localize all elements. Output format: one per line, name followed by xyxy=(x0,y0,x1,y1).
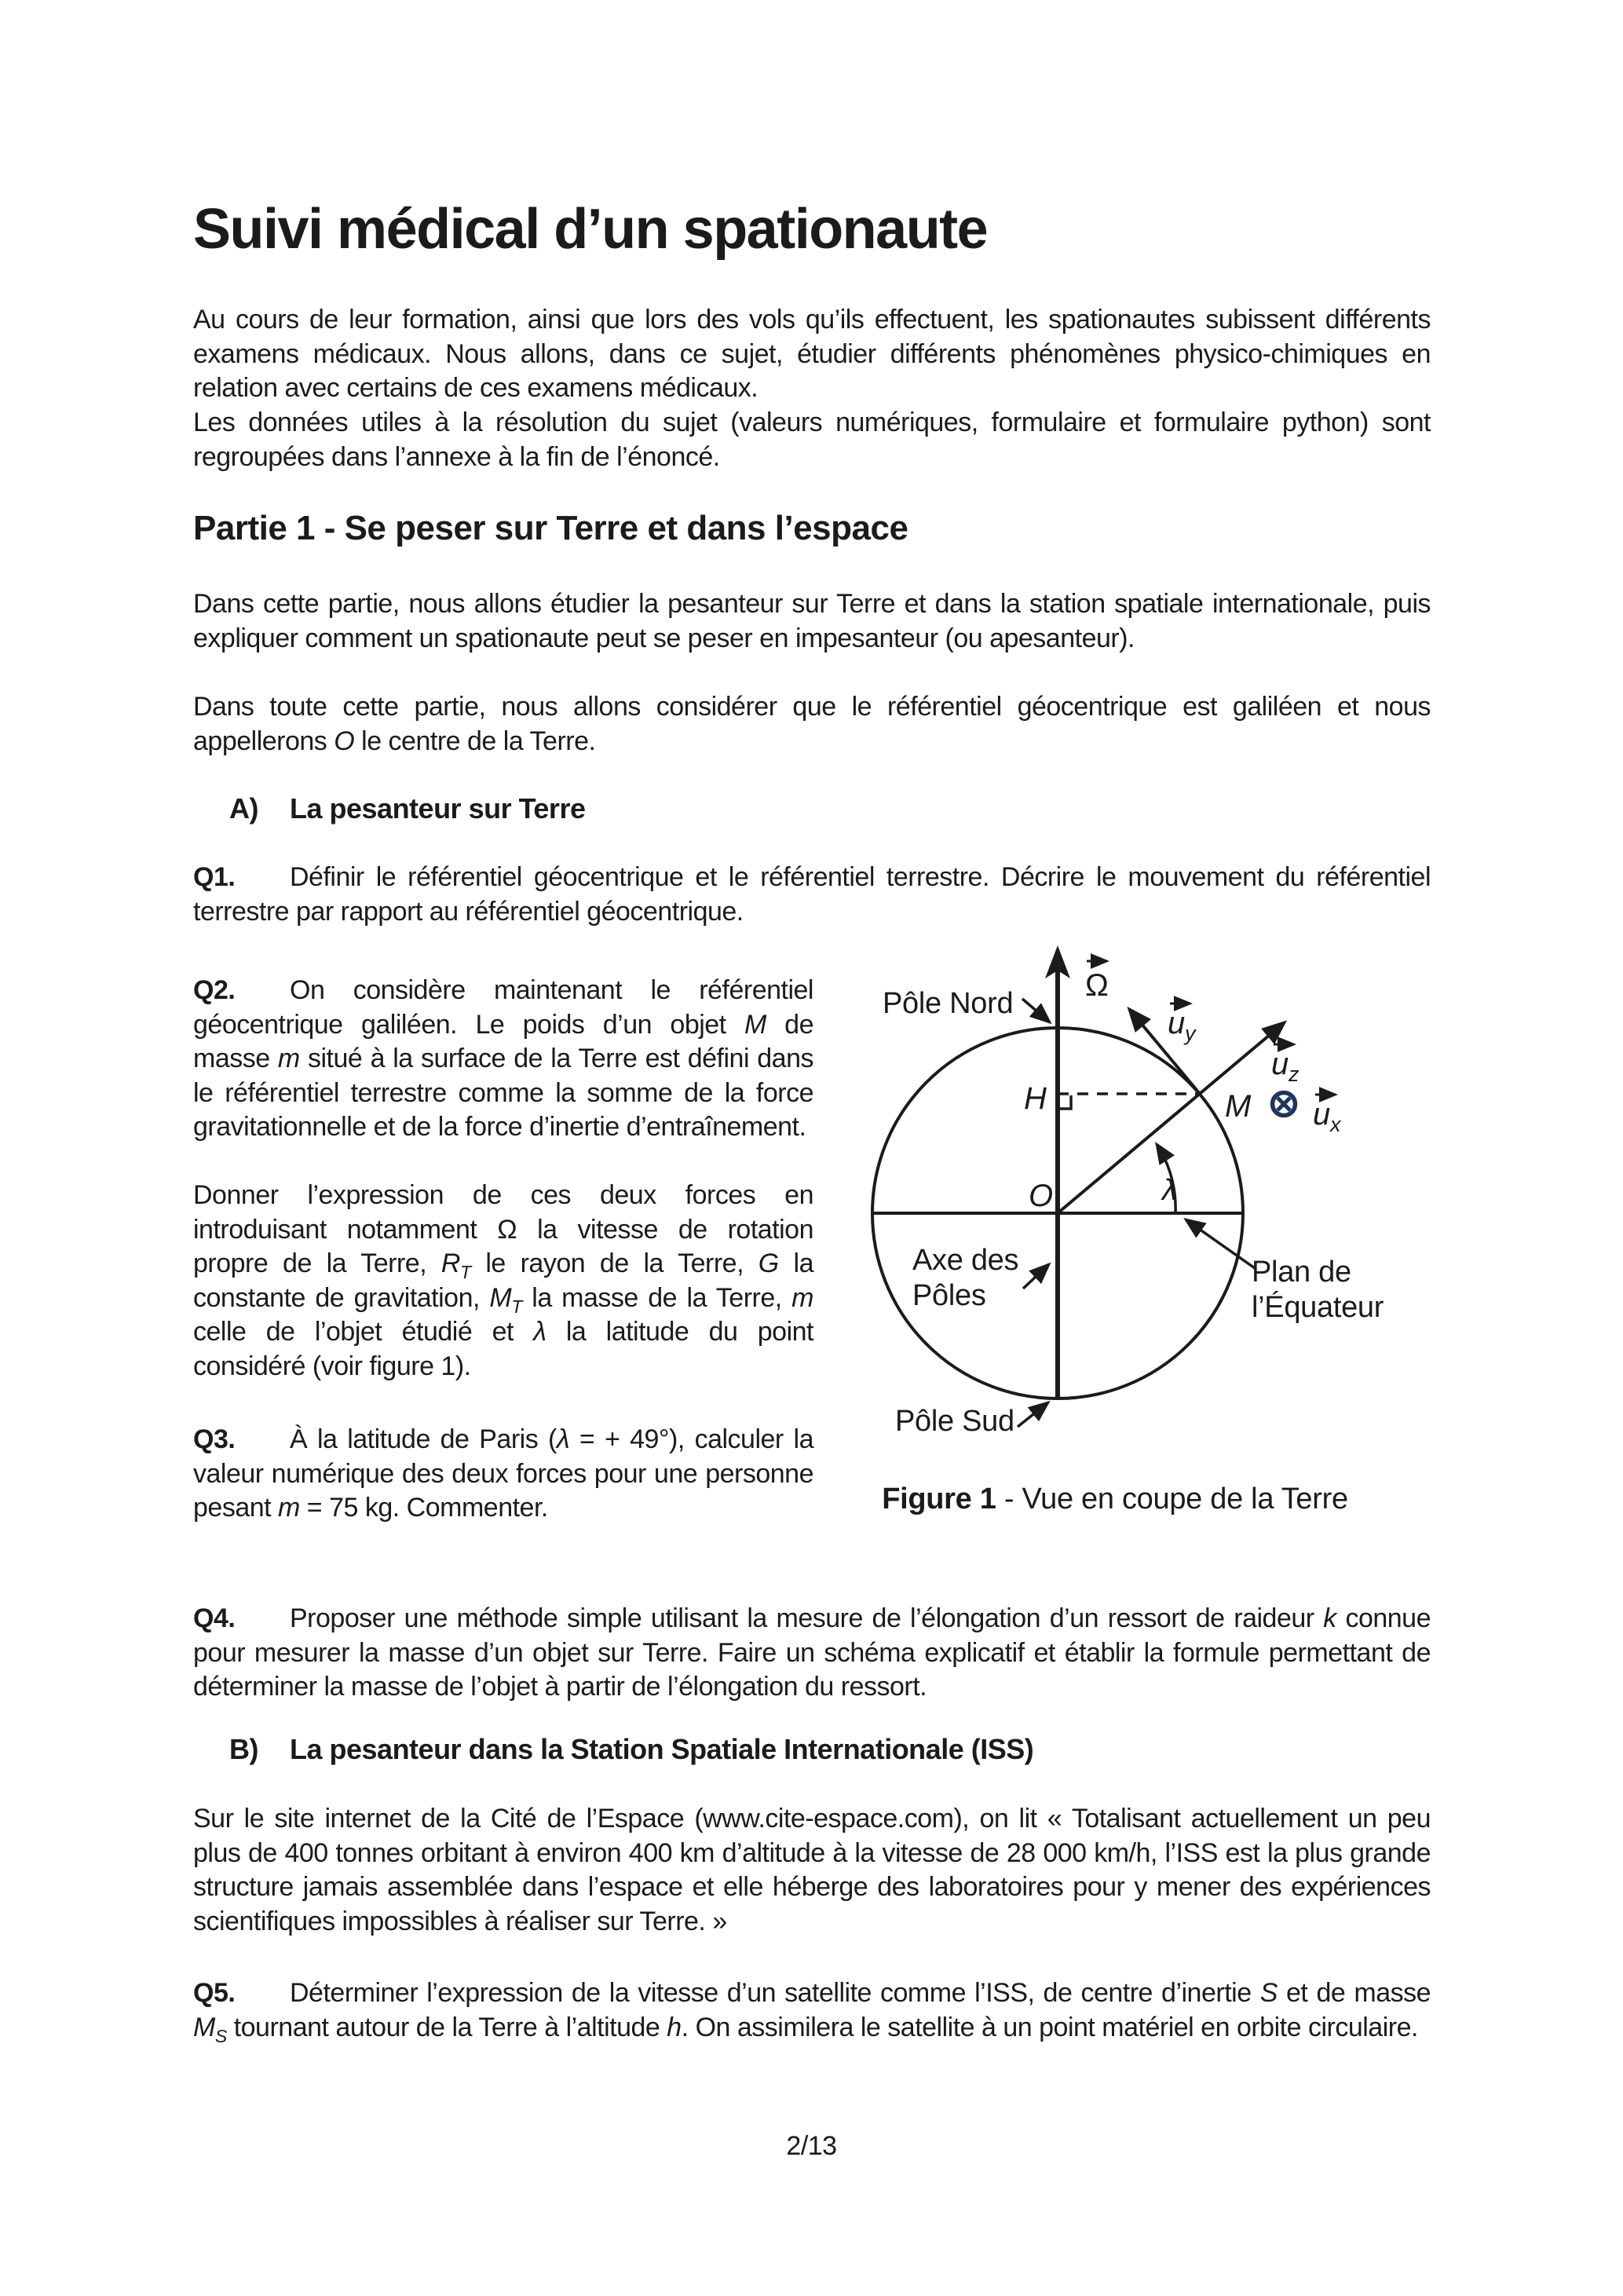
uy-label: $u_y$ xyxy=(1168,1006,1196,1045)
m-point-label: M xyxy=(1225,1089,1252,1124)
pole-nord-arrow xyxy=(1022,999,1050,1022)
plan-equateur-label-line2: l’Équateur xyxy=(1252,1291,1384,1324)
section-b-label: B) xyxy=(229,1733,258,1765)
q4-label: Q4. xyxy=(193,1603,236,1633)
part1-paragraph-2: Dans toute cette partie, nous allons considérer que le référentiel géocentrique est galiléen et nous appellerons O le centre de la Terre. xyxy=(193,692,1431,756)
q3-label: Q3. xyxy=(193,1424,236,1454)
figure-1-caption-text: - Vue en coupe de la Terre xyxy=(996,1483,1348,1515)
omega-label: Ω xyxy=(1085,968,1109,1003)
ux-into-page-icon xyxy=(1273,1093,1296,1116)
q1-label: Q1. xyxy=(193,862,236,892)
pole-sud-label: Pôle Sud xyxy=(895,1405,1014,1438)
pole-nord-label: Pôle Nord xyxy=(883,987,1014,1020)
part1-heading: Partie 1 - Se peser sur Terre et dans l’espace xyxy=(193,509,908,547)
axe-poles-label-line2: Pôles xyxy=(912,1279,986,1312)
section-a-title: La pesanteur sur Terre xyxy=(290,792,586,824)
ux-label: $u_x$ xyxy=(1313,1097,1341,1136)
question-q2-continued xyxy=(193,1179,813,1384)
plan-equateur-label-line1: Plan de xyxy=(1252,1256,1351,1289)
figure-1 xyxy=(817,927,1492,1555)
uz-label: $u_z$ xyxy=(1271,1047,1299,1086)
section-a-label: A) xyxy=(229,792,258,824)
q5-text: Déterminer l’expression de la vitesse d’un satellite comme l’ISS, de centre d’inertie S et de masse $M_S$ tournant autour de la Terre à l’altitude h. On assimilera le satellite à un point matériel en orbite circulaire. xyxy=(193,1978,1431,2046)
page-number: 2/13 xyxy=(786,2131,837,2161)
axe-poles-arrow xyxy=(1023,1264,1049,1289)
h-point-label: H xyxy=(1024,1081,1047,1116)
question-q1 xyxy=(193,861,1431,929)
intro-paragraph-2: Les données utiles à la résolution du sujet (valeurs numériques, formulaire et formulaire python) sont regroupées dans l’annexe à la fin de l’énoncé. xyxy=(193,408,1431,472)
q4-text: Proposer une méthode simple utilisant la mesure de l’élongation d’un ressort de raideur k connue pour mesurer la masse d’un objet sur Terre. Faire un schéma explicatif et établir la formule permettant de déterminer la masse de l’objet à partir de l’élongation du ressort. xyxy=(193,1603,1431,1702)
q2-label: Q2. xyxy=(193,975,236,1005)
intro-paragraph-1: Au cours de leur formation, ainsi que lors des vols qu’ils effectuent, les spationautes subissent différents examens médicaux. Nous allons, dans ce sujet, étudier différents phénomènes physico-chimiques en relation avec certains de ces examens médicaux. xyxy=(193,305,1431,403)
section-b-title: La pesanteur dans la Station Spatiale Internationale (ISS) xyxy=(290,1733,1034,1765)
q5-label: Q5. xyxy=(193,1978,236,2008)
q2-text-part2: Donner l’expression de ces deux forces en introduisant notamment Ω la vitesse de rotation propre de la Terre, $R_T$ le rayon de la Terre, G la constante de gravitation, $M_T$ la masse de la Terre, m celle de l’objet étudié et λ la latitude du point considéré (voir figure 1). xyxy=(193,1180,813,1381)
q1-text: Définir le référentiel géocentrique et le référentiel terrestre. Décrire le mouvement du référentiel terrestre par rapport au référentiel géocentrique. xyxy=(193,862,1431,927)
section-b-heading xyxy=(193,1732,1033,1767)
lambda-label: λ xyxy=(1162,1174,1177,1207)
q3-text: À la latitude de Paris (λ = + 49°), calculer la valeur numérique des deux forces pour une personne pesant m = 75 kg. Commenter. xyxy=(193,1424,813,1523)
axe-poles-label-line1: Axe des xyxy=(912,1244,1019,1277)
earth-cross-section-diagram xyxy=(817,927,1492,1555)
question-q3 xyxy=(193,1423,813,1526)
pole-sud-arrow xyxy=(1018,1402,1048,1427)
figure-1-caption xyxy=(809,1483,1421,1517)
question-q4 xyxy=(193,1602,1431,1705)
o-point-label: O xyxy=(1029,1179,1053,1213)
figure-1-caption-number: Figure 1 xyxy=(882,1483,996,1515)
iss-quote-paragraph: Sur le site internet de la Cité de l’Espace (www.cite-espace.com), on lit « Totalisant actuellement un peu plus de 400 tonnes orbitant à environ 400 km d’altitude à la vitesse de 28 000 km/h, l’ISS est la plus grande structure jamais assemblée dans l’espace et elle héberge des laboratoires pour y mener des expériences scientifiques impossibles à réaliser sur Terre. » xyxy=(193,1804,1431,1936)
part1-paragraph-1: Dans cette partie, nous allons étudier la pesanteur sur Terre et dans la station spatiale internationale, puis expliquer comment un spationaute peut se peser en impesanteur (ou apesanteur). xyxy=(193,589,1431,653)
plan-equateur-arrow xyxy=(1186,1219,1255,1268)
page-title: Suivi médical d’un spationaute xyxy=(193,198,988,261)
q2-text-part1: On considère maintenant le référentiel géocentrique galiléen. Le poids d’un objet M de masse m situé à la surface de la Terre est défini dans le référentiel terrestre comme la somme de la force gravitationnelle et de la force d’inertie d’entraînement. xyxy=(193,975,814,1142)
section-a-heading xyxy=(193,792,585,826)
question-q2 xyxy=(193,974,813,1145)
question-q5 xyxy=(193,1976,1431,2045)
